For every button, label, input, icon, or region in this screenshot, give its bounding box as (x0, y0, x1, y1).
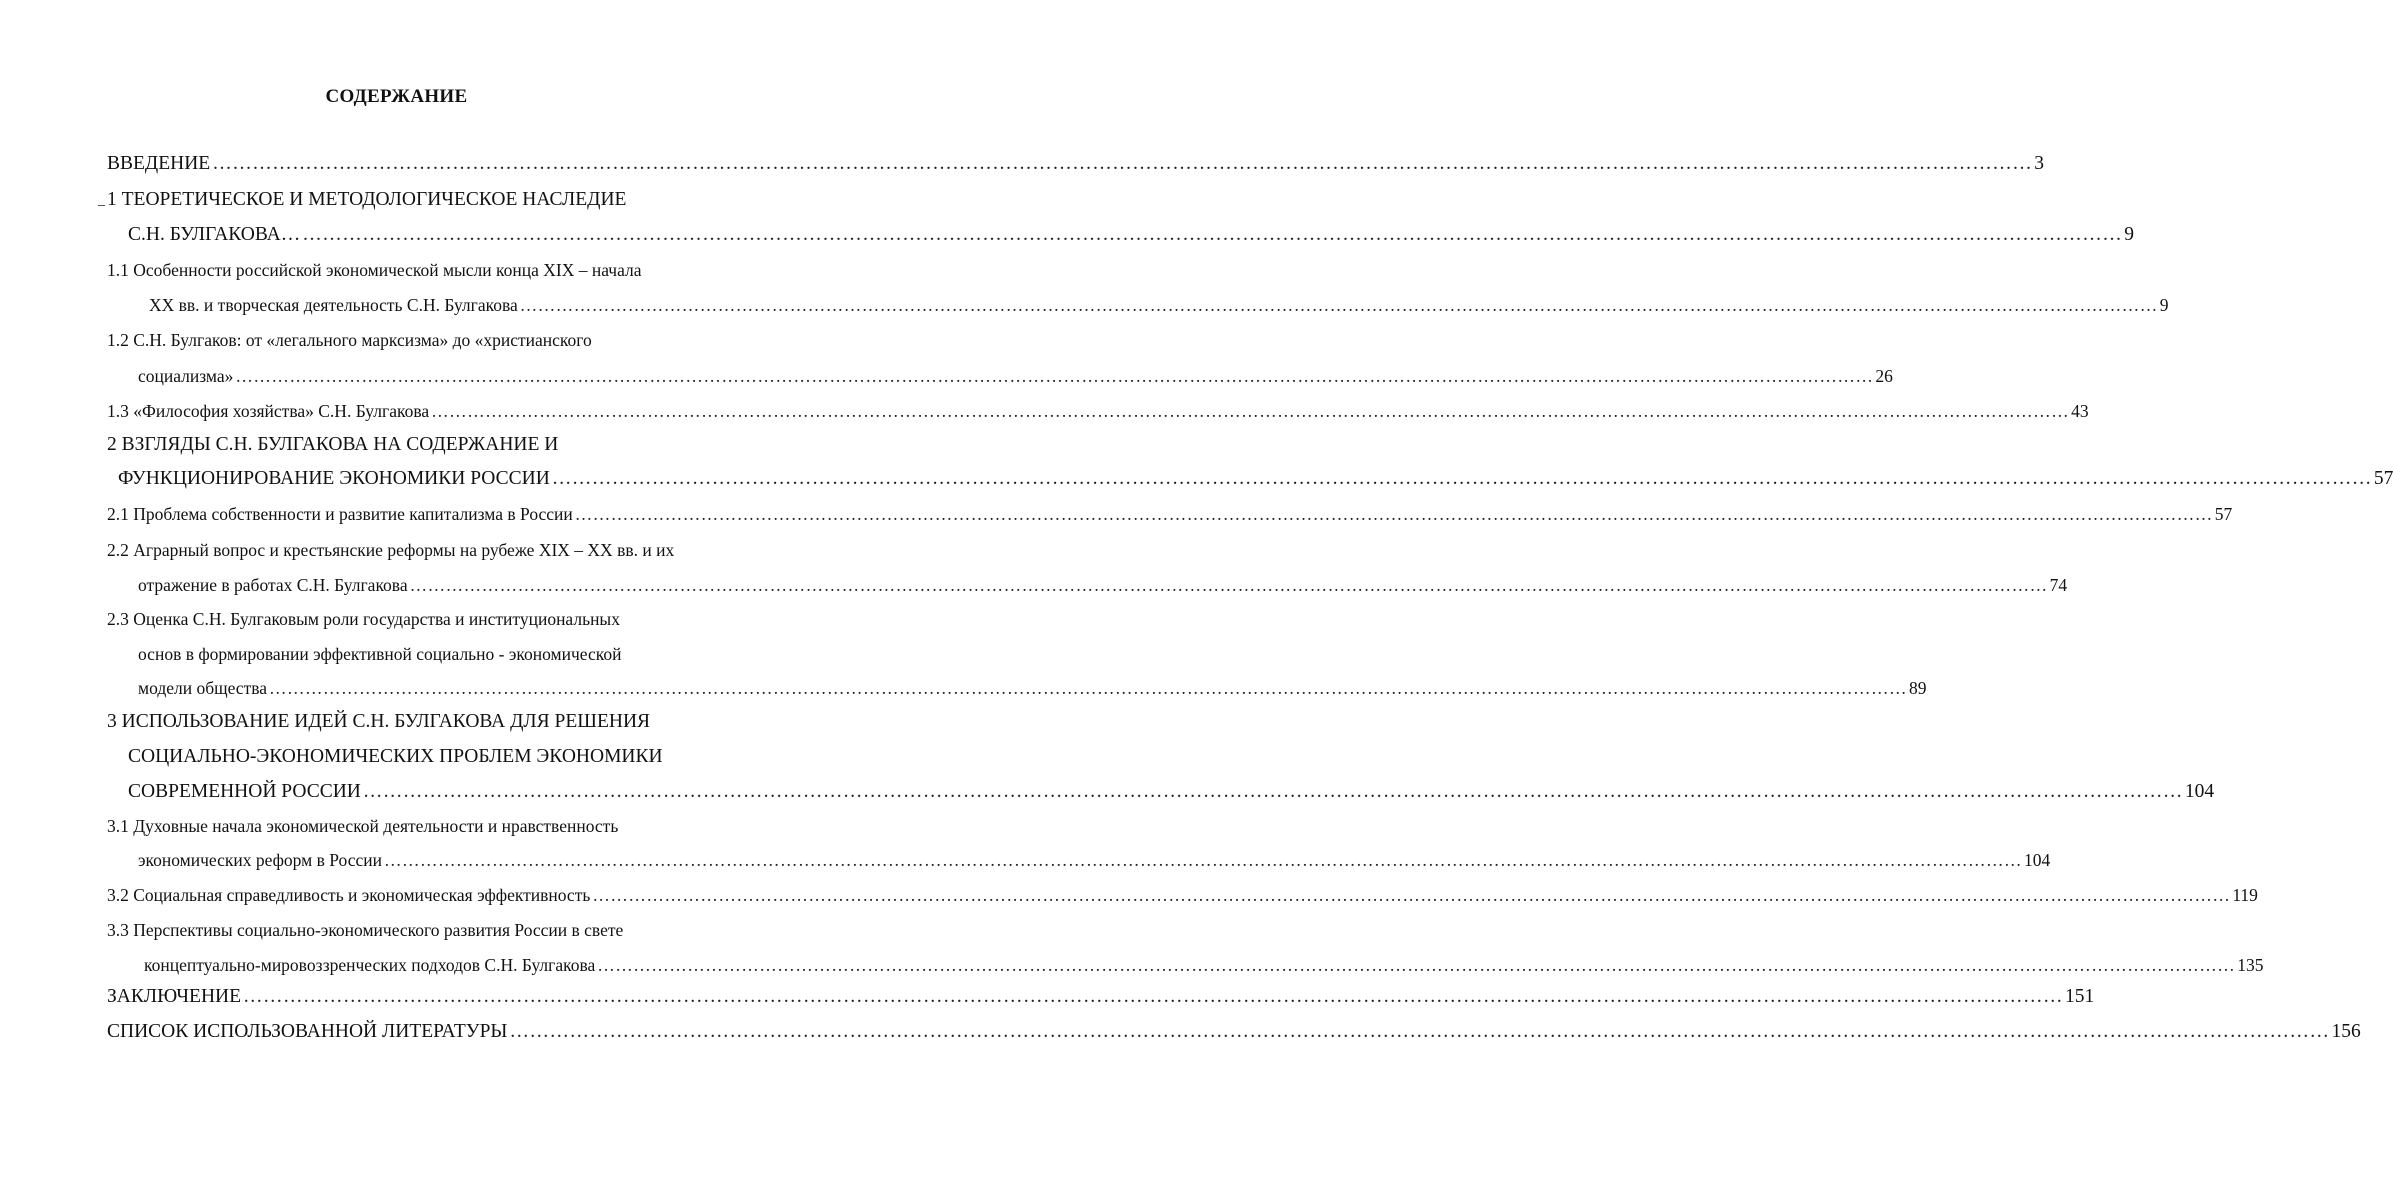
toc-chapter-2-title (107, 434, 558, 456)
toc-bibliography (107, 1021, 2361, 1043)
toc-leader-dots: ………………………………………………………………………………………………………………………………………………………………………………………………………………………………………………… (409, 575, 2048, 595)
toc-section-1-2-title (107, 330, 592, 351)
toc-entry-title: 3.3 Перспективы социально-экономического развития России в свете (107, 920, 624, 940)
toc-leader-dots: ………………………………………………………………………………………………………………………………………………………………………………………………………………………………………………… (269, 678, 1908, 698)
toc-page-number: 9 (2159, 295, 2169, 315)
toc-entry-title: 3 ИСПОЛЬЗОВАНИЕ ИДЕЙ С.Н. БУЛГАКОВА ДЛЯ РЕШЕНИЯ (107, 711, 651, 732)
toc-leader-dots: ………………………………………………………………………………………………………………………………………………………………………………………………………………………………………………… (592, 885, 2231, 905)
toc-leader-dots: ………………………………………………………………………………………………………………………………………………………………………………………………………………………………………………… (235, 366, 1874, 386)
toc-page-number: 3 (2034, 153, 2044, 174)
toc-entry-title: 1.1 Особенности российской экономической мысли конца XIX – начала (107, 260, 642, 280)
toc-entry-title: 3.2 Социальная справедливость и экономическая эффективность (107, 885, 591, 905)
toc-chapter-3-title (107, 711, 650, 733)
toc-page-number: 104 (2024, 850, 2051, 870)
toc-page-number: 135 (2237, 955, 2264, 975)
toc-entry-title: ВВЕДЕНИЕ (107, 153, 211, 174)
toc-entry-title: 2.2 Аграрный вопрос и крестьянские реформы на рубеже XIX – XX вв. и их (107, 540, 675, 560)
toc-section-2-3 (138, 678, 1927, 699)
toc-chapter-3 (128, 781, 2215, 803)
toc-leader-dots: ………………………………………………………………………………………………………………………………………………………………………………………………………………………………………………… (509, 1021, 2330, 1042)
toc-leader-dots: ………………………………………………………………………………………………………………………………………………………………………………………………………………………………………………… (302, 224, 2123, 245)
toc-page-number: 43 (2071, 401, 2089, 421)
toc-section-3-3 (144, 955, 2264, 976)
margin-mark (98, 205, 105, 206)
toc-section-2-1 (107, 504, 2233, 525)
toc-entry-title: 1 ТЕОРЕТИЧЕСКОЕ И МЕТОДОЛОГИЧЕСКОЕ НАСЛЕДИЕ (107, 189, 627, 210)
toc-section-3-1 (138, 850, 2051, 871)
toc-entry-title: основ в формировании эффективной социально - экономической (138, 644, 622, 664)
toc-entry-title: 3.1 Духовные начала экономической деятельности и нравственность (107, 816, 619, 836)
toc-entry-title: 1.2 С.Н. Булгаков: от «легального марксизма» до «христианского (107, 330, 592, 350)
toc-section-2-2-title (107, 540, 674, 561)
page-title: СОДЕРЖАНИЕ (325, 86, 468, 107)
toc-conclusion (107, 986, 2095, 1008)
toc-entry-title: ФУНКЦИОНИРОВАНИЕ ЭКОНОМИКИ РОССИИ (118, 468, 550, 489)
toc-section-3-1-title (107, 816, 618, 837)
toc-page-number: 89 (1909, 678, 1927, 698)
toc-page-number: 57 (2214, 504, 2233, 524)
toc-entry-title: 2.3 Оценка С.Н. Булгаковым роли государства и институциональных (107, 609, 620, 629)
toc-chapter-3-title-cont (128, 746, 663, 768)
toc-chapter-1-title (107, 189, 626, 211)
toc-entry-title: 2.1 Проблема собственности и развитие капитализма в России (107, 504, 573, 524)
toc-section-3-3-title (107, 920, 623, 941)
toc-page-number: 57 (2373, 468, 2393, 489)
toc-entry-title: 2 ВЗГЛЯДЫ С.Н. БУЛГАКОВА НА СОДЕРЖАНИЕ И (107, 434, 559, 455)
toc-entry-title: СОЦИАЛЬНО-ЭКОНОМИЧЕСКИХ ПРОБЛЕМ ЭКОНОМИКИ (128, 746, 663, 767)
toc-section-2-2 (138, 575, 2068, 596)
toc-page-number: 74 (2049, 575, 2068, 595)
toc-leader-dots: ………………………………………………………………………………………………………………………………………………………………………………………………………………………………………………… (362, 781, 2183, 802)
toc-section-2-3-title-cont (138, 644, 621, 665)
toc-chapter-2 (118, 468, 2393, 490)
toc-section-1-1-title (107, 260, 642, 281)
toc-page-number: 26 (1875, 366, 1893, 386)
toc-entry-title: социализма» (138, 366, 234, 386)
toc-entry-title: СОВРЕМЕННОЙ РОССИИ (128, 781, 361, 802)
toc-leader-dots: ………………………………………………………………………………………………………………………………………………………………………………………………………………………………………………… (597, 955, 2236, 975)
toc-entry-title: модели общества (138, 678, 268, 698)
toc-page-number: 119 (2232, 885, 2258, 905)
toc-section-3-2 (107, 885, 2258, 906)
toc-section-1-3 (107, 401, 2089, 422)
toc-section-1-2 (138, 366, 1893, 387)
toc-entry-title: XX вв. и творческая деятельность С.Н. Булгакова (149, 295, 518, 315)
toc-entry-introduction (107, 153, 2044, 175)
toc-chapter-1 (128, 224, 2135, 246)
toc-page-number: 104 (2184, 781, 2215, 802)
toc-leader-dots: ………………………………………………………………………………………………………………………………………………………………………………………………………………………………………………… (212, 153, 2033, 174)
toc-page-number: 156 (2331, 1021, 2361, 1042)
toc-entry-title: 1.3 «Философия хозяйства» С.Н. Булгакова (107, 401, 430, 421)
toc-leader-dots: ………………………………………………………………………………………………………………………………………………………………………………………………………………………………………………… (243, 986, 2064, 1007)
toc-entry-title: СПИСОК ИСПОЛЬЗОВАННОЙ ЛИТЕРАТУРЫ (107, 1021, 508, 1042)
toc-leader-dots: ………………………………………………………………………………………………………………………………………………………………………………………………………………………………………………… (431, 401, 2070, 421)
toc-entry-title: экономических реформ в России (138, 850, 383, 870)
toc-section-2-3-title (107, 609, 620, 630)
toc-section-1-1 (149, 295, 2169, 316)
toc-leader-dots: ………………………………………………………………………………………………………………………………………………………………………………………………………………………………………………… (551, 468, 2372, 489)
toc-entry-title: С.Н. БУЛГАКОВА… (128, 224, 301, 245)
toc-page-number: 9 (2124, 224, 2135, 245)
toc-leader-dots: ………………………………………………………………………………………………………………………………………………………………………………………………………………………………………………… (519, 295, 2158, 315)
toc-leader-dots: ………………………………………………………………………………………………………………………………………………………………………………………………………………………………………………… (384, 850, 2023, 870)
toc-entry-title: отражение в работах С.Н. Булгакова (138, 575, 408, 595)
toc-entry-title: концептуально-мировоззренческих подходов С.Н. Булгакова (144, 955, 596, 975)
toc-entry-title: ЗАКЛЮЧЕНИЕ (107, 986, 242, 1007)
toc-page-number: 151 (2065, 986, 2095, 1007)
toc-leader-dots: ………………………………………………………………………………………………………………………………………………………………………………………………………………………………………………… (574, 504, 2213, 524)
